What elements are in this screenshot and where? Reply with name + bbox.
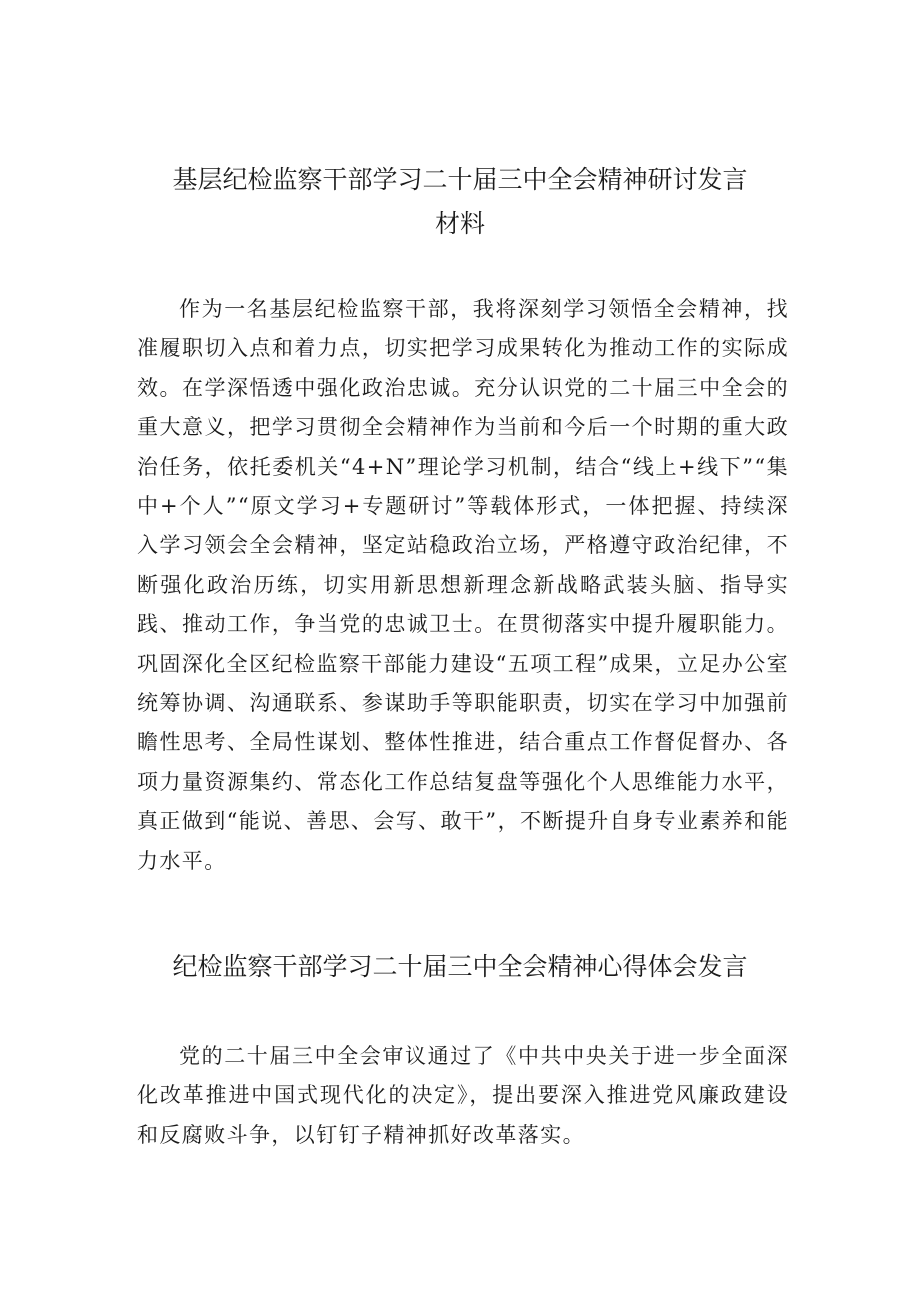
section1-paragraph: 作为一名基层纪检监察干部，我将深刻学习领悟全会精神，找准履职切入点和着力点，切实把学习成果转化为推动工作的实际成效。在学深悟透中强化政治忠诚。充分认识党的二十届三中全会的重大意义，把学习贯彻全会精神作为当前和今后一个时期的重大政治任务，依托委机关“4+N”理论学习机制，结合“线上+线下”“集中+个人”“原文学习+专题研讨”等载体形式，一体把握、持续深入学习领会全会精神，坚定站稳政治立场，严格遵守政治纪律，不断强化政治历练，切实用新思想新理念新战略武装头脑、指导实践、推动工作，争当党的忠诚卫士。在贯彻落实中提升履职能力。巩固深化全区纪检监察干部能力建设“五项工程”成果，立足办公室统筹协调、沟通联系、参谋助手等职能职责，切实在学习中加强前瞻性思考、全局性谋划、整体性推进，结合重点工作督促督办、各项力量资源集约、常态化工作总结复盘等强化个人思维能力水平，真正做到“能说、善思、会写、敢干”，不断提升自身专业素养和能力水平。 [137, 297, 789, 873]
section2-title: 纪检监察干部学习二十届三中全会精神心得体会发言 [172, 952, 748, 981]
section1-title-line2: 材料 [434, 209, 485, 238]
section2-paragraph: 党的二十届三中全会审议通过了《中共中央关于进一步全面深化改革推进中国式现代化的决定》，提出要深入推进党风廉政建设和反腐败斗争，以钉钉子精神抓好改革落实。 [137, 1044, 789, 1147]
section1-title-line1: 基层纪检监察干部学习二十届三中全会精神研讨发言 [172, 165, 748, 194]
